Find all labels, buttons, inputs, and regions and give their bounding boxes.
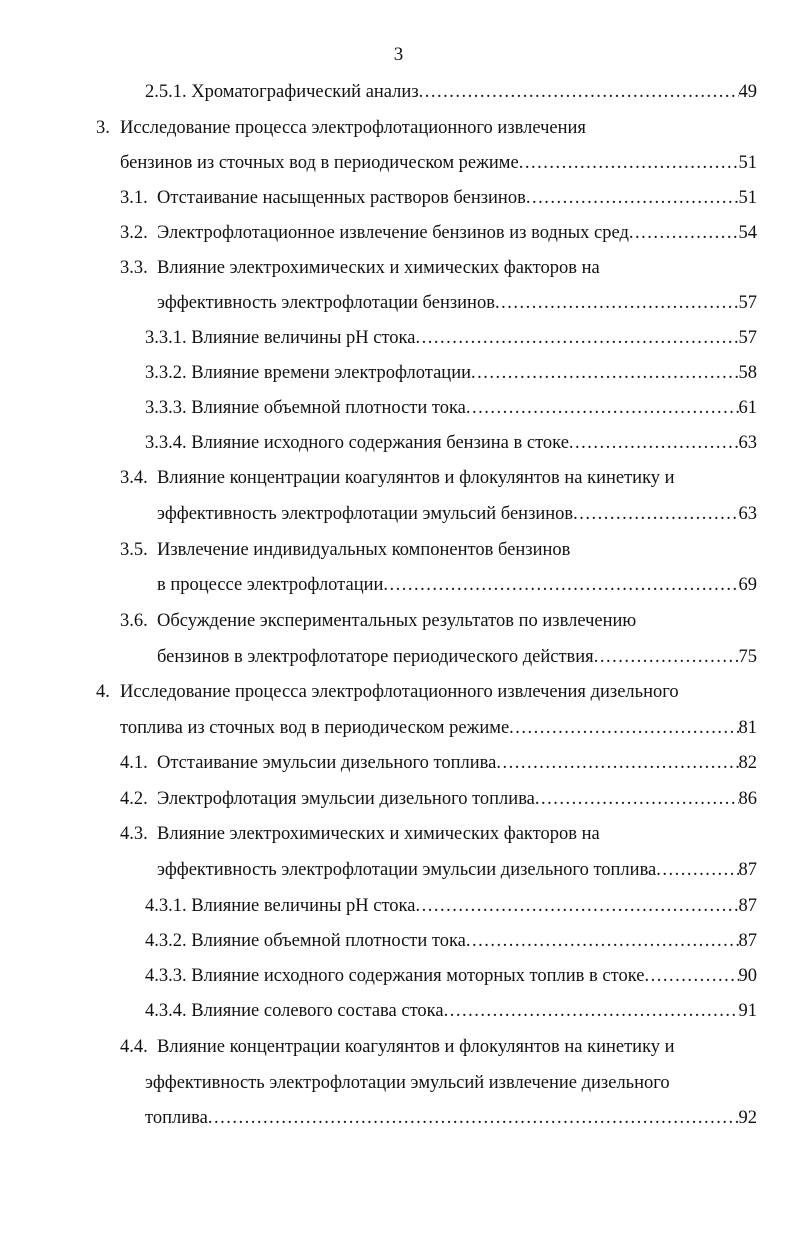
toc-leader-dots <box>466 396 739 420</box>
toc-page: 69 <box>738 575 757 595</box>
toc-page: 81 <box>738 718 757 738</box>
toc-title: Влияние электрохимических и химических факторов на <box>157 824 600 844</box>
toc-title: Электрофлотация эмульсии дизельного топлива <box>157 789 535 809</box>
toc-page: 91 <box>738 1001 757 1021</box>
toc-page: 51 <box>738 153 757 173</box>
toc-entry-4-4-line3 <box>145 1106 757 1130</box>
toc-entry-3-4-line1 <box>120 466 675 490</box>
toc-leader-dots <box>535 787 739 811</box>
toc-page: 90 <box>738 966 757 986</box>
toc-number: 3.4. <box>120 468 148 488</box>
toc-title-cont: эффективность электрофлотации эмульсий бензинов <box>157 504 574 524</box>
toc-entry-4-4-line2 <box>145 1071 670 1095</box>
toc-title: Обсуждение экспериментальных результатов по извлечению <box>157 611 637 631</box>
toc-number: 4.3.4. <box>145 1001 187 1021</box>
toc-title: Исследование процесса электрофлотационного извлечения дизельного <box>120 682 679 702</box>
toc-number: 4. <box>96 682 110 702</box>
toc-title: Влияние исходного содержания бензина в стоке <box>191 433 569 453</box>
toc-entry-2-5-1 <box>145 80 757 104</box>
toc-entry-3-line1 <box>96 116 586 140</box>
toc-page: 54 <box>738 223 757 243</box>
toc-number: 4.3.2. <box>145 931 187 951</box>
toc-leader-dots <box>656 858 738 882</box>
toc-page: 57 <box>738 293 757 313</box>
toc-leader-dots <box>594 645 739 669</box>
toc-number: 3.6. <box>120 611 148 631</box>
toc-number: 4.3. <box>120 824 148 844</box>
toc-entry-4-3-line2 <box>157 858 757 882</box>
toc-title: Влияние солевого состава стока <box>191 1001 444 1021</box>
toc-title: Отстаивание насыщенных растворов бензинов <box>157 188 526 208</box>
toc-page: 57 <box>738 328 757 348</box>
toc-number: 2.5.1. <box>145 82 187 102</box>
toc-entry-3-3-4 <box>145 431 757 455</box>
toc-number: 3.1. <box>120 188 148 208</box>
toc-entry-3-6-line1 <box>120 609 636 633</box>
toc-title: Электрофлотационное извлечение бензинов из водных сред <box>157 223 629 243</box>
toc-entry-4-3-line1 <box>120 822 600 846</box>
toc-entry-3-5-line1 <box>120 538 570 562</box>
toc-leader-dots <box>495 291 739 315</box>
toc-title: Влияние объемной плотности тока <box>191 398 466 418</box>
toc-number: 3.3.1. <box>145 328 187 348</box>
toc-page: 82 <box>738 753 757 773</box>
toc-leader-dots <box>519 151 739 175</box>
toc-leader-dots <box>509 716 738 740</box>
toc-leader-dots <box>466 929 739 953</box>
toc-title-cont: эффективность электрофлотации бензинов <box>157 293 495 313</box>
toc-title: Извлечение индивидуальных компонентов бензинов <box>157 540 571 560</box>
toc-title: Влияние исходного содержания моторных топлив в стоке <box>191 966 645 986</box>
toc-title-cont: в процессе электрофлотации <box>157 575 384 595</box>
toc-entry-4-1 <box>120 751 757 775</box>
toc-page: 58 <box>738 363 757 383</box>
toc-entry-3-3-2 <box>145 361 757 385</box>
toc-entry-3-5-line2 <box>157 573 757 597</box>
toc-page: 63 <box>738 504 757 524</box>
toc-leader-dots <box>496 751 738 775</box>
toc-title-cont: топлива из сточных вод в периодическом режиме <box>120 718 510 738</box>
toc-title-cont: бензинов из сточных вод в периодическом режиме <box>120 153 519 173</box>
toc-entry-4-3-2 <box>145 929 757 953</box>
toc-title: Исследование процесса электрофлотационного извлечения <box>120 118 586 138</box>
toc-entry-3-2 <box>120 221 757 245</box>
toc-page: 92 <box>738 1108 757 1128</box>
toc-number: 3.3.2. <box>145 363 187 383</box>
toc-entry-4-3-1 <box>145 894 757 918</box>
toc-entry-3-3-3 <box>145 396 757 420</box>
toc-entry-4-4-line1 <box>120 1035 675 1059</box>
toc-number: 4.1. <box>120 753 148 773</box>
toc-page: 49 <box>738 82 757 102</box>
toc-page: 63 <box>738 433 757 453</box>
toc-title: Влияние объемной плотности тока <box>191 931 466 951</box>
toc-leader-dots <box>526 186 739 210</box>
toc-page: 61 <box>738 398 757 418</box>
toc-entry-3-3-line1 <box>120 256 600 280</box>
toc-title: Хроматографический анализ <box>191 82 419 102</box>
toc-title: Влияние времени электрофлотации <box>191 363 471 383</box>
toc-entry-3-1 <box>120 186 757 210</box>
toc-entry-4-2 <box>120 787 757 811</box>
toc-leader-dots <box>383 573 738 597</box>
toc-leader-dots <box>419 80 739 104</box>
toc-title-cont: эффективность электрофлотации эмульсий извлечение дизельного <box>145 1073 670 1093</box>
toc-leader-dots <box>569 431 739 455</box>
toc-entry-3-6-line2 <box>157 645 757 669</box>
toc-entry-3-3-line2 <box>157 291 757 315</box>
toc-title: Влияние концентрации коагулянтов и флокулянтов на кинетику и <box>157 1037 675 1057</box>
toc-page: 87 <box>738 860 757 880</box>
toc-entry-3-line2 <box>120 151 757 175</box>
toc-number: 3.3.3. <box>145 398 187 418</box>
toc-leader-dots <box>573 502 738 526</box>
toc-leader-dots <box>444 999 739 1023</box>
page-number: 3 <box>393 44 404 65</box>
toc-title: Влияние величины pH стока <box>191 328 416 348</box>
toc-page: 87 <box>738 896 757 916</box>
toc-entry-3-4-line2 <box>157 502 757 526</box>
toc-number: 4.2. <box>120 789 148 809</box>
toc-number: 4.4. <box>120 1037 148 1057</box>
toc-leader-dots <box>629 221 739 245</box>
toc-title: Отстаивание эмульсии дизельного топлива <box>157 753 497 773</box>
toc-title-cont: бензинов в электрофлотаторе периодического действия <box>157 647 594 667</box>
toc-number: 3.5. <box>120 540 148 560</box>
toc-entry-4-line1 <box>96 680 679 704</box>
toc-number: 4.3.1. <box>145 896 187 916</box>
toc-number: 3.3.4. <box>145 433 187 453</box>
toc-leader-dots <box>415 326 738 350</box>
toc-number: 3.3. <box>120 258 148 278</box>
toc-title: Влияние концентрации коагулянтов и флокулянтов на кинетику и <box>157 468 675 488</box>
toc-page: 86 <box>738 789 757 809</box>
toc-title-cont: топлива <box>145 1108 208 1128</box>
toc-page: 75 <box>738 647 757 667</box>
toc-number: 4.3.3. <box>145 966 187 986</box>
toc-page: 51 <box>738 188 757 208</box>
toc-number: 3.2. <box>120 223 148 243</box>
toc-entry-3-3-1 <box>145 326 757 350</box>
toc-number: 3. <box>96 118 110 138</box>
toc-leader-dots <box>471 361 739 385</box>
toc-leader-dots <box>415 894 738 918</box>
toc-title: Влияние электрохимических и химических факторов на <box>157 258 600 278</box>
toc-leader-dots <box>644 964 738 988</box>
toc-title-cont: эффективность электрофлотации эмульсии дизельного топлива <box>157 860 657 880</box>
toc-entry-4-3-3 <box>145 964 757 988</box>
toc-entry-4-3-4 <box>145 999 757 1023</box>
toc-page: 87 <box>738 931 757 951</box>
toc-title: Влияние величины pH стока <box>191 896 416 916</box>
toc-leader-dots <box>208 1106 739 1130</box>
toc-entry-4-line2 <box>120 716 757 740</box>
